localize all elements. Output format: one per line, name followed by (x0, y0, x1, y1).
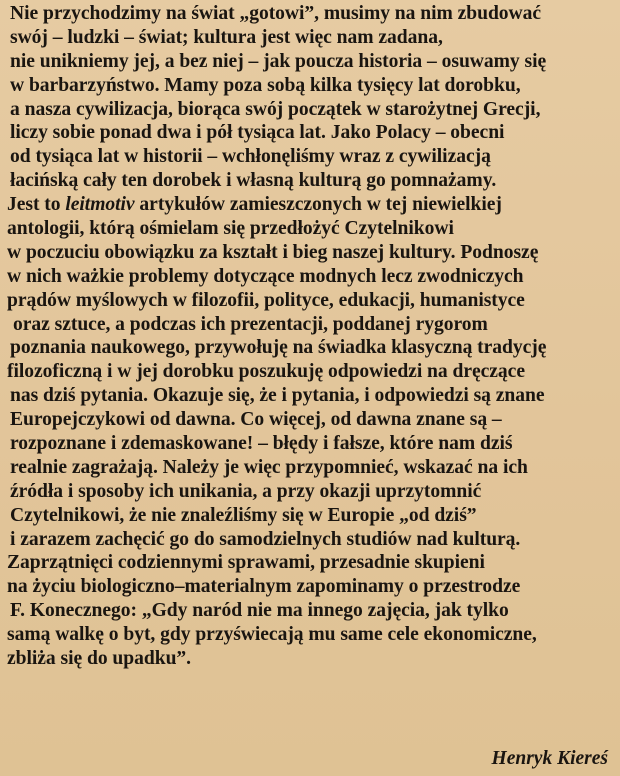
text-line: źródła i sposoby ich unikania, a przy okazji uprzytomnić (10, 480, 482, 502)
text-line: zbliża się do upadku”. (7, 648, 192, 670)
text-line: F. Konecznego: „Gdy naród nie ma innego zajęcia, jak tylko (10, 600, 509, 622)
text-line: a nasza cywilizacja, biorąca swój początek w starożytnej Grecji, (10, 98, 541, 120)
text-line: samą walkę o byt, gdy przyświecają mu same cele ekonomiczne, (7, 624, 537, 646)
text-line: łacińską cały ten dorobek i własną kulturą go pomnażamy. (10, 170, 497, 192)
text-line: liczy sobie ponad dwa i pół tysiąca lat. Jako Polacy – obecni (10, 122, 505, 144)
text-line: oraz sztuce, a podczas ich prezentacji, poddanej rygorom (13, 313, 488, 335)
italic-term: leitmotiv (65, 194, 135, 216)
text-line: realnie zagrażają. Należy je więc przypomnieć, wskazać na ich (10, 456, 528, 478)
text-line: rozpoznane i zdemaskowane! – błędy i fałsze, które nam dziś (10, 433, 513, 455)
text-line: nie unikniemy jej, a bez niej – jak poucza historia – osuwamy się (10, 50, 547, 72)
author-signature: Henryk Kiereś (491, 748, 608, 769)
text-line: prądów myślowych w filozofii, polityce, edukacji, humanistyce (7, 289, 525, 311)
text-line: w poczuciu obowiązku za kształt i bieg naszej kultury. Podnoszę (7, 241, 539, 263)
text-line: w nich ważkie problemy dotyczące modnych lecz zwodniczych (7, 265, 524, 287)
text-line: nas dziś pytania. Okazuje się, że i pytania, i odpowiedzi są znane (10, 385, 545, 407)
body-text (7, 2, 619, 671)
text-line: swój – ludzki – świat; kultura jest więc nam zadana, (10, 26, 443, 48)
text-line: Nie przychodzimy na świat „gotowi”, musimy na nim zbudować (10, 3, 542, 24)
text-segment: Jest to (7, 194, 66, 216)
text-line-with-italic (7, 193, 619, 217)
text-segment: artykułów zamieszczonych w tej niewielkiej (134, 194, 502, 216)
text-line: w barbarzyństwo. Mamy poza sobą kilka tysięcy lat dorobku, (10, 74, 521, 96)
text-line: antologii, którą ośmielam się przedłożyć Czytelnikowi (7, 218, 454, 240)
text-line: Czytelnikowi, że nie znaleźliśmy się w Europie „od dziś” (10, 504, 477, 526)
text-line: i zarazem zachęcić go do samodzielnych studiów nad kulturą. (10, 528, 521, 550)
text-line: na życiu biologiczno–materialnym zapominamy o przestrodze (7, 576, 521, 598)
text-line: filozoficzną i w jej dorobku poszukuję odpowiedzi na dręczące (7, 361, 525, 383)
text-line: Zaprzątnięci codziennymi sprawami, przesadnie skupieni (7, 552, 485, 574)
text-line: poznania naukowego, przywołuję na świadka klasyczną tradycję (10, 337, 547, 359)
text-line: od tysiąca lat w historii – wchłonęliśmy wraz z cywilizacją (10, 146, 491, 168)
text-line: Europejczykowi od dawna. Co więcej, od dawna znane są – (10, 409, 502, 431)
